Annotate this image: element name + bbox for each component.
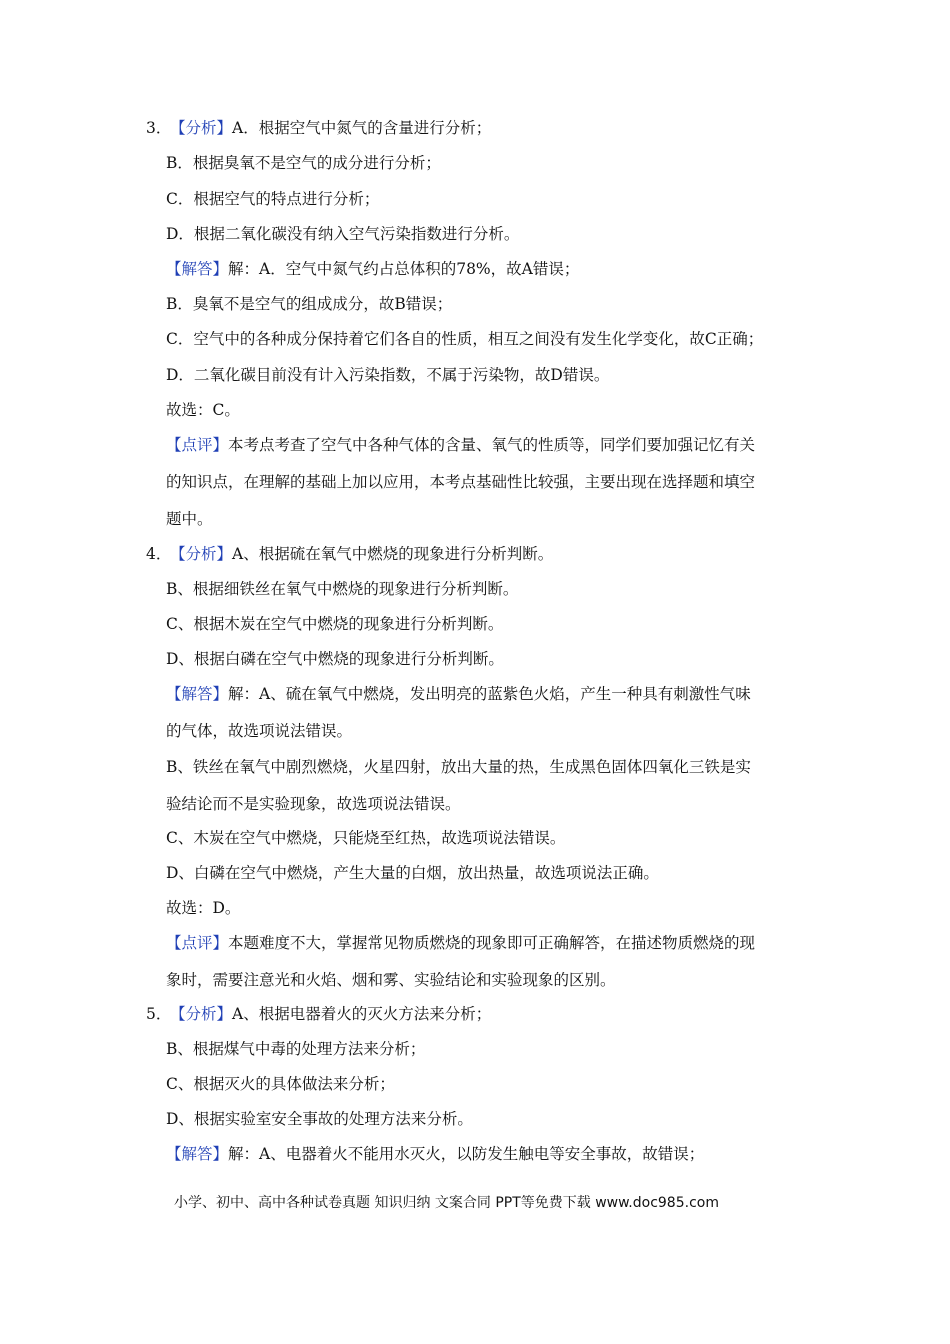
q3-choice: 故选：C。: [166, 401, 240, 419]
answer-text: 解：A．空气中氮气约占总体积的78%，故A错误；: [228, 260, 580, 278]
q3-answer-d: D．二氧化碳目前没有计入污染指数，不属于污染物，故D错误。: [166, 366, 610, 384]
comment-tag: 【点评】: [166, 934, 229, 952]
analysis-text: A．根据空气中氮气的含量进行分析；: [232, 119, 492, 137]
q3-comment-line: [166, 435, 755, 455]
q3-answer-line: [166, 259, 579, 279]
question-number: 3．: [146, 119, 172, 137]
comment-tag: 【点评】: [166, 436, 229, 454]
answer-tag: 【解答】: [166, 685, 229, 703]
page-footer: 小学、初中、高中各种试卷真题 知识归纳 文案合同 PPT等免费下载 www.doc985.com: [174, 1195, 719, 1211]
analysis-tag: 【分析】: [170, 1005, 233, 1023]
answer-text: 解：A、硫在氧气中燃烧，发出明亮的蓝紫色火焰，产生一种具有刺激性气味: [228, 685, 751, 703]
q3-analysis-c: C．根据空气的特点进行分析；: [166, 190, 380, 208]
q3-analysis-line: [146, 118, 491, 138]
comment-text: 本考点考查了空气中各种气体的含量、氧气的性质等，同学们要加强记忆有关: [228, 436, 756, 454]
q4-analysis-b: B、根据细铁丝在氧气中燃烧的现象进行分析判断。: [166, 580, 519, 598]
q3-answer-b: B．臭氧不是空气的组成成分，故B错误；: [166, 295, 453, 313]
q4-answer-line: [166, 684, 751, 704]
analysis-tag: 【分析】: [170, 119, 233, 137]
q5-answer-line: [166, 1144, 704, 1164]
q5-analysis-c: C、根据灭火的具体做法来分析；: [166, 1075, 395, 1093]
q4-answer-b-1: B、铁丝在氧气中剧烈燃烧，火星四射，放出大量的热，生成黑色固体四氧化三铁是实: [166, 758, 751, 776]
q3-comment-3: 题中。: [166, 510, 213, 528]
q4-choice: 故选：D。: [166, 899, 241, 917]
question-number: 4．: [146, 545, 172, 563]
question-number: 5．: [146, 1005, 172, 1023]
q3-answer-c: C．空气中的各种成分保持着它们各自的性质，相互之间没有发生化学变化，故C正确；: [166, 330, 764, 348]
q4-analysis-c: C、根据木炭在空气中燃烧的现象进行分析判断。: [166, 615, 504, 633]
q5-analysis-b: B、根据煤气中毒的处理方法来分析；: [166, 1040, 426, 1058]
answer-tag: 【解答】: [166, 260, 229, 278]
comment-text: 本题难度不大，掌握常见物质燃烧的现象即可正确解答，在描述物质燃烧的现: [228, 934, 756, 952]
q4-analysis-line: [146, 544, 553, 564]
q4-answer-d: D、白磷在空气中燃烧，产生大量的白烟，放出热量，故选项说法正确。: [166, 864, 659, 882]
q5-analysis-line: [146, 1004, 491, 1024]
q5-analysis-d: D、根据实验室安全事故的处理方法来分析。: [166, 1110, 473, 1128]
q4-analysis-d: D、根据白磷在空气中燃烧的现象进行分析判断。: [166, 650, 504, 668]
answer-tag: 【解答】: [166, 1145, 229, 1163]
q4-comment-line: [166, 933, 755, 953]
analysis-text: A、根据硫在氧气中燃烧的现象进行分析判断。: [232, 545, 554, 563]
q3-analysis-d: D．根据二氧化碳没有纳入空气污染指数进行分析。: [166, 225, 520, 243]
analysis-tag: 【分析】: [170, 545, 233, 563]
q4-answer-a-2: 的气体，故选项说法错误。: [166, 722, 353, 740]
analysis-text: A、根据电器着火的灭火方法来分析；: [232, 1005, 492, 1023]
q3-comment-2: 的知识点，在理解的基础上加以应用，本考点基础性比较强，主要出现在选择题和填空: [166, 473, 756, 491]
q3-analysis-b: B．根据臭氧不是空气的成分进行分析；: [166, 154, 441, 172]
q4-answer-b-2: 验结论而不是实验现象，故选项说法错误。: [166, 795, 461, 813]
q4-answer-c: C、木炭在空气中燃烧，只能烧至红热，故选项说法错误。: [166, 829, 566, 847]
answer-text: 解：A、电器着火不能用水灭火，以防发生触电等安全事故，故错误；: [228, 1145, 705, 1163]
q4-comment-2: 象时，需要注意光和火焰、烟和雾、实验结论和实验现象的区别。: [166, 971, 616, 989]
